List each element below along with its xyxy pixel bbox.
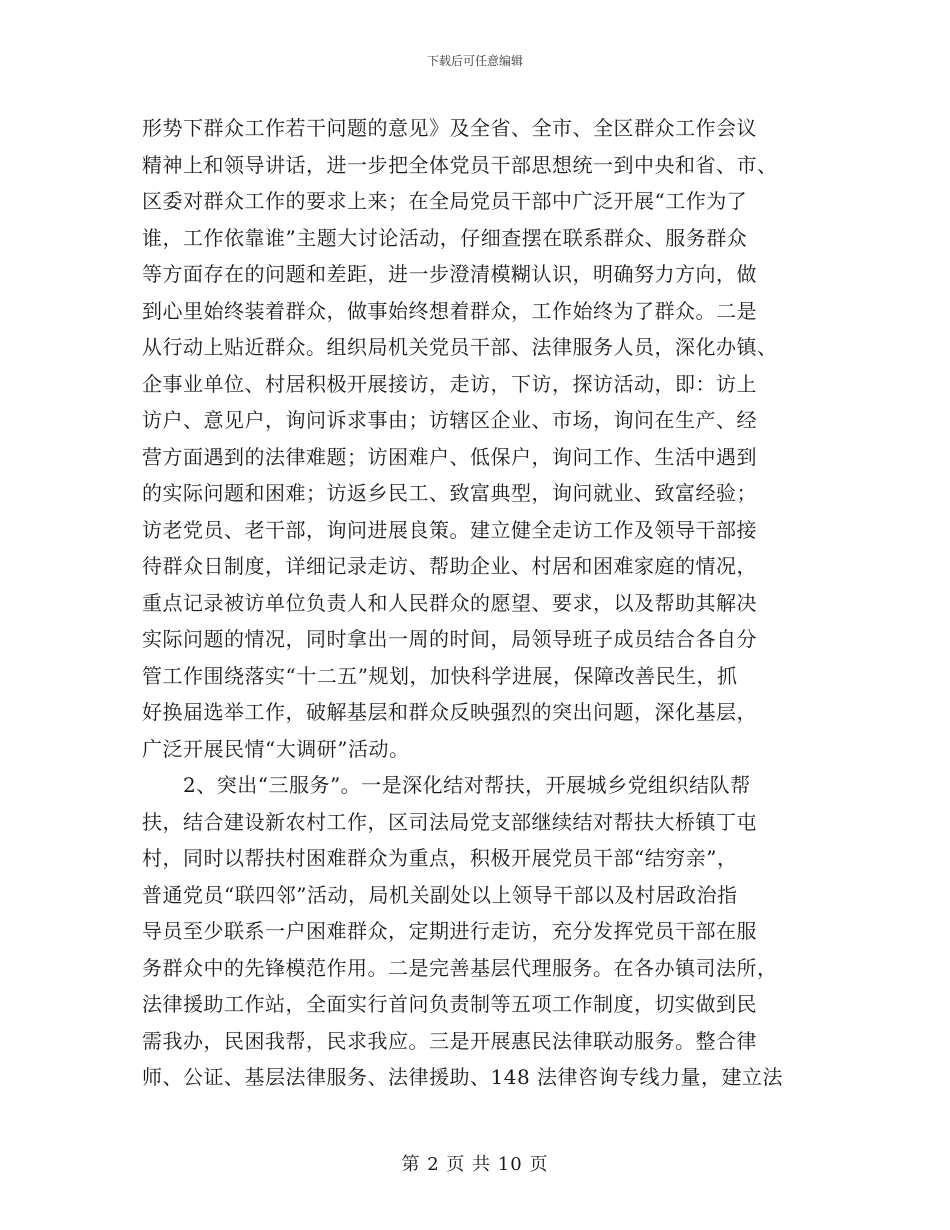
- paragraph-start-line: 2、突出“三服务”。一是深化结对帮扶，开展城乡党组织结队帮: [183, 773, 751, 797]
- text-line: 法律援助工作站，全面实行首问负责制等五项工作制度，切实做到民: [142, 992, 757, 1016]
- text-line: 等方面存在的问题和差距，进一步澄清模糊认识，明确努力方向，做: [142, 262, 757, 286]
- text-line: 到心里始终装着群众，做事始终想着群众，工作始终为了群众。二是: [142, 298, 757, 323]
- text-line: 需我办，民困我帮，民求我应。三是开展惠民法律联动服务。整合律: [142, 1028, 757, 1053]
- text-line: 区委对群众工作的要求上来；在全局党员干部中广泛开展“工作为了: [142, 189, 748, 213]
- text-line: 重点记录被访单位负责人和人民群众的愿望、要求，以及帮助其解决: [142, 590, 757, 615]
- text-line: 精神上和领导讲话，进一步把全体党员干部思想统一到中央和省、市、: [142, 152, 778, 177]
- text-line: 广泛开展民情“大调研”活动。: [142, 736, 410, 761]
- text-line: 务群众中的先锋模范作用。二是完善基层代理服务。在各办镇司法所，: [142, 955, 778, 980]
- text-line: 营方面遇到的法律难题；访困难户、低保户，询问工作、生活中遇到: [142, 444, 757, 469]
- text-line: 导员至少联系一户困难群众，定期进行走访，充分发挥党员干部在服: [142, 919, 757, 943]
- text-line: 扶，结合建设新农村工作，区司法局党支部继续结对帮扶大桥镇丁屯: [142, 809, 757, 834]
- text-line: 访户、意见户，询问诉求事由；访辖区企业、市场，询问在生产、经: [142, 408, 757, 432]
- document-body: [142, 110, 802, 1096]
- page-number-footer: 第 2 页 共 10 页: [401, 1154, 549, 1175]
- text-line: 实际问题的情况，同时拿出一周的时间，局领导班子成员结合各自分: [142, 627, 757, 651]
- text-line: 形势下群众工作若干问题的意见》及全省、全市、全区群众工作会议: [142, 116, 757, 140]
- text-line: 待群众日制度，详细记录走访、帮助企业、村居和困难家庭的情况，: [142, 554, 757, 578]
- text-line: 管工作围绕落实“十二五”规划，加快科学进展，保障改善民生，抓: [142, 663, 738, 688]
- text-line: 企事业单位、村居积极开展接访，走访，下访，探访活动，即：访上: [142, 371, 757, 396]
- text-line: 好换届选举工作，破解基层和群众反映强烈的突出问题，深化基层，: [142, 700, 757, 724]
- text-line: 村，同时以帮扶村困难群众为重点，积极开展党员干部“结穷亲”，: [142, 846, 738, 870]
- text-line: 从行动上贴近群众。组织局机关党员干部、法律服务人员，深化办镇、: [142, 335, 778, 359]
- text-line: 普通党员“联四邻”活动，局机关副处以上领导干部以及村居政治指: [142, 882, 738, 907]
- text-line: 访老党员、老干部，询问进展良策。建立健全走访工作及领导干部接: [142, 517, 757, 542]
- text-line: 师、公证、基层法律服务、法律援助、148 法律咨询专线力量，建立法: [142, 1065, 784, 1089]
- page-header: 下载后可任意编辑: [426, 54, 523, 68]
- text-line: 的实际问题和困难；访返乡民工、致富典型，询问就业、致富经验；: [142, 481, 757, 505]
- text-line: 谁，工作依靠谁”主题大讨论活动，仔细查摆在联系群众、服务群众: [142, 225, 748, 250]
